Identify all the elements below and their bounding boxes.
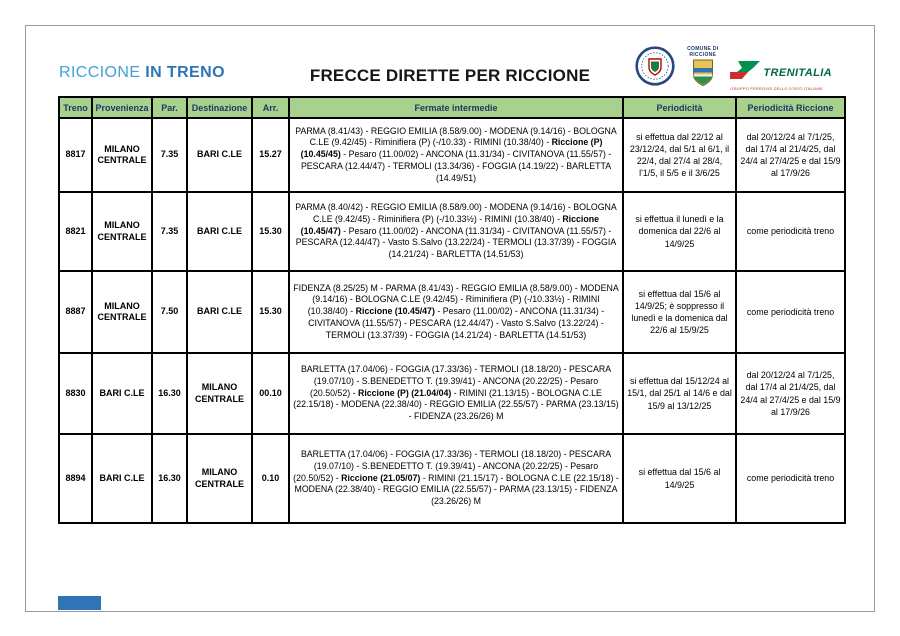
- cell-provenienza: BARI C.LE: [92, 353, 152, 434]
- cell-par: 7.50: [152, 271, 187, 353]
- fermate-text: - RIMINI (21.15/17) - BOLOGNA C.LE (22.15/18) - MODENA (22.38/40) - REGGIO EMILIA (22.55/57) - PARMA (23.13/15) - FIDENZA (23.26/26) M: [294, 472, 619, 507]
- table-row: [59, 271, 845, 353]
- cell-fermate-intermedie: [289, 353, 623, 434]
- column-header-periodicita-riccione: Periodicità Riccione: [736, 97, 845, 118]
- fermate-text: PARMA (8.41/43) - REGGIO EMILIA (8.58/9.00) - MODENA (9.14/16) - BOLOGNA C.LE (9.42/45) - Riminifiera (P) (-/10.33) - RIMINI (10.38/40) -: [295, 125, 617, 148]
- fermate-riccione-stop: Riccione (P) (21.04/04): [357, 387, 452, 398]
- cell-periodicita: si effettua dal 15/12/24 al 15/1, dal 25/1 al 14/6 e dal 15/9 al 13/12/25: [623, 353, 736, 434]
- column-header-par: Par.: [152, 97, 187, 118]
- footer-mark: [58, 596, 101, 610]
- cell-par: 16.30: [152, 434, 187, 523]
- cell-arr: 00.10: [252, 353, 289, 434]
- fermate-riccione-stop: Riccione (P) (10.45/45): [300, 137, 603, 160]
- cell-treno: 8894: [59, 434, 92, 523]
- column-header-destinazione: Destinazione: [187, 97, 252, 118]
- cell-treno: 8887: [59, 271, 92, 353]
- column-header-provenienza: Provenienza: [92, 97, 152, 118]
- table-row: [59, 434, 845, 523]
- cell-provenienza: MILANO CENTRALE: [92, 118, 152, 192]
- fermate-text: - Pesaro (11.00/02) - ANCONA (11.31/34) - CIVITANOVA (11.55/57) - PESCARA (12.44/47) - TERMOLI (13.34/36) - FOGGIA (14.19/22) - BARLETTA (14.49/51): [300, 149, 612, 183]
- column-header-treno: Treno: [59, 97, 92, 118]
- brand-riccione-in-treno: [59, 64, 225, 82]
- cell-treno: 8821: [59, 192, 92, 271]
- cell-periodicita: si effettua dal 15/6 al 14/9/25; è soppresso il lunedì e la domenica dal 22/6 al 15/9/25: [623, 271, 736, 353]
- cell-provenienza: MILANO CENTRALE: [92, 271, 152, 353]
- column-header-fermate: Fermate intermedie: [289, 97, 623, 118]
- comune-label-line2: RICCIONE: [689, 52, 717, 59]
- table-row: [59, 118, 845, 192]
- cell-periodicita-riccione: dal 20/12/24 al 7/1/25, dal 17/4 al 21/4/25, dal 24/4 al 27/4/25 e dal 15/9 al 17/9/26: [736, 118, 845, 192]
- fermate-text: - Pesaro (11.00/02) - ANCONA (11.31/34) - CIVITANOVA (11.55/57) - PESCARA (12.44/47) - Vasto S.Salvo (13.22/24) - TERMOLI (13.37/39) - FOGGIA (14.21/24) - BARLETTA (14.51/53): [308, 306, 605, 340]
- page-title: FRECCE DIRETTE PER RICCIONE: [309, 66, 591, 85]
- logo-strip: [635, 46, 832, 92]
- cell-arr: 15.30: [252, 192, 289, 271]
- cell-destinazione: BARI C.LE: [187, 192, 252, 271]
- cell-par: 7.35: [152, 118, 187, 192]
- cell-arr: 0.10: [252, 434, 289, 523]
- fermate-riccione-stop: Riccione (10.45/47): [300, 213, 599, 236]
- cell-destinazione: MILANO CENTRALE: [187, 434, 252, 523]
- cell-fermate-intermedie: [289, 118, 623, 192]
- cell-treno: 8817: [59, 118, 92, 192]
- comune-logo-label: [687, 46, 718, 59]
- cell-provenienza: BARI C.LE: [92, 434, 152, 523]
- cell-destinazione: MILANO CENTRALE: [187, 353, 252, 434]
- fermate-text: - RIMINI (21.13/15) - BOLOGNA C.LE (22.15/18) - MODENA (22.38/40) - REGGIO EMILIA (22.55/57) - PARMA (23.13/15) - FIDENZA (23.26/26) M: [293, 387, 619, 422]
- page-frame: [25, 25, 875, 612]
- train-schedule-table: [58, 96, 846, 524]
- cell-destinazione: BARI C.LE: [187, 118, 252, 192]
- column-header-arr: Arr.: [252, 97, 289, 118]
- cell-fermate-intermedie: [289, 434, 623, 523]
- comune-di-riccione-logo: [687, 46, 718, 92]
- fermate-text: - Pesaro (11.00/02) - ANCONA (11.31/34) - CIVITANOVA (11.55/57) - PESCARA (12.44/47) - Vasto S.Salvo (13.22/24) - TERMOLI (13.37/39) - FOGGIA (14.21/24) - BARLETTA (14.51/53): [295, 225, 617, 260]
- cell-arr: 15.30: [252, 271, 289, 353]
- cell-fermate-intermedie: [289, 271, 623, 353]
- fs-flag-icon: [730, 60, 760, 85]
- trenitalia-logo: [730, 60, 832, 91]
- cell-arr: 15.27: [252, 118, 289, 192]
- fermate-text: PARMA (8.40/42) - REGGIO EMILIA (8.58/9.00) - MODENA (9.14/16) - BOLOGNA C.LE (9.42/45) - Riminifiera (P) (-/10.33½) - RIMINI (10.38/40) -: [295, 202, 617, 224]
- brand-riccione-text: RICCIONE: [59, 64, 141, 81]
- cell-provenienza: MILANO CENTRALE: [92, 192, 152, 271]
- fermate-text: BARLETTA (17.04/06) - FOGGIA (17.33/36) - TERMOLI (18.18/20) - PESCARA (19.07/10) - S.BENEDETTO T. (19.39/41) - ANCONA (20.22/25) - Pesaro (20.50/52) -: [300, 364, 612, 398]
- cell-treno: 8830: [59, 353, 92, 434]
- cell-fermate-intermedie: [289, 192, 623, 271]
- cell-par: 16.30: [152, 353, 187, 434]
- page-header: [26, 26, 874, 96]
- cell-destinazione: BARI C.LE: [187, 271, 252, 353]
- cell-periodicita-riccione: come periodicità treno: [736, 434, 845, 523]
- trenitalia-wordmark: TRENITALIA: [763, 66, 832, 79]
- trenitalia-subtitle: GRUPPO FERROVIE DELLO STATO ITALIANE: [730, 86, 824, 92]
- comune-label-line1: COMUNE DI: [687, 46, 719, 52]
- table-row: [59, 192, 845, 271]
- circular-emblem-icon: [635, 46, 675, 91]
- comune-di-riccione-crest-icon: [692, 59, 714, 92]
- cell-periodicita: si effettua il lunedì e la domenica dal 22/6 al 14/9/25: [623, 192, 736, 271]
- fermate-riccione-stop: Riccione (10.45/47): [355, 306, 435, 317]
- cell-periodicita: si effettua dal 22/12 al 23/12/24, dal 5/1 al 6/1, il 22/4, dal 27/4 al 28/4, l'1/5, il 5/5 e il 3/6/25: [623, 118, 736, 192]
- column-header-periodicita: Periodicità: [623, 97, 736, 118]
- cell-periodicita-riccione: dal 20/12/24 al 7/1/25, dal 17/4 al 21/4/25, dal 24/4 al 27/4/25 e dal 15/9 al 17/9/26: [736, 353, 845, 434]
- fermate-text: BARLETTA (17.04/06) - FOGGIA (17.33/36) - TERMOLI (18.18/20) - PESCARA (19.07/10) - S.BENEDETTO T. (19.39/41) - ANCONA (20.22/25) - Pesaro (20.50/52) -: [293, 449, 612, 483]
- table-row: [59, 353, 845, 434]
- brand-in-treno-text: IN TRENO: [140, 64, 225, 81]
- cell-par: 7.35: [152, 192, 187, 271]
- cell-periodicita-riccione: come periodicità treno: [736, 192, 845, 271]
- fermate-riccione-stop: Riccione (21.05/07): [341, 472, 421, 483]
- header-row: [59, 97, 845, 118]
- cell-periodicita: si effettua dal 15/6 al 14/9/25: [623, 434, 736, 523]
- fermate-text: FIDENZA (8.25/25) M - PARMA (8.41/43) - REGGIO EMILIA (8.58/9.00) - MODENA (9.14/16) - BOLOGNA C.LE (9.42/45) - Riminifiera (P) (-/10.33½) - RIMINI (10.38/40) -: [293, 282, 619, 317]
- cell-periodicita-riccione: come periodicità treno: [736, 271, 845, 353]
